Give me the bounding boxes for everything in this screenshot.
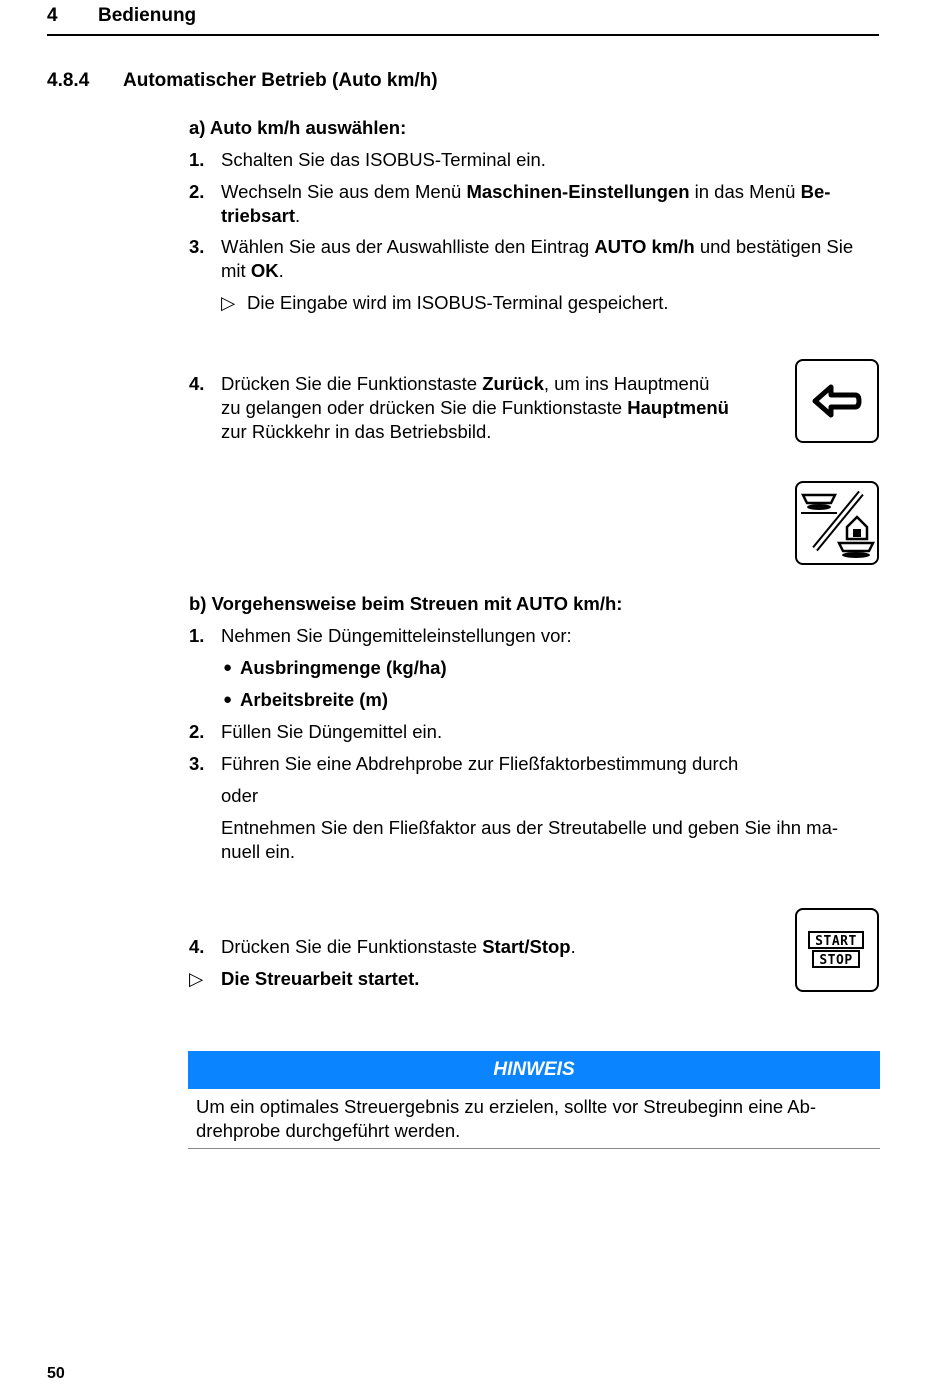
header-rule: [47, 34, 879, 36]
note-rule: [188, 1148, 880, 1149]
main-menu-key: [795, 481, 879, 565]
stop-label: STOP: [819, 953, 853, 968]
step-text: Wechseln Sie aus dem Menü Maschinen-Einstellungen in das Menü Be-: [221, 181, 831, 202]
step-number: 4.: [189, 373, 205, 394]
result-triangle-icon: ▷: [189, 968, 204, 989]
step-text-cont: zu gelangen oder drücken Sie die Funktionstaste Hauptmenü: [221, 397, 729, 418]
section-title: Automatischer Betrieb (Auto km/h): [123, 70, 438, 91]
note-text: Um ein optimales Streuergebnis zu erzielen, sollte vor Streubeginn eine Ab- drehprobe durchgeführt werden.: [196, 1096, 817, 1141]
step-alt-text-cont: nuell ein.: [221, 841, 296, 862]
result-text: Die Eingabe wird im ISOBUS-Terminal gespeichert.: [247, 292, 669, 313]
step-number: 4.: [189, 936, 205, 957]
bullet-icon: ●: [223, 691, 233, 708]
bullet-text: Ausbringmenge (kg/ha): [240, 657, 447, 678]
step-text: Drücken Sie die Funktionstaste Zurück, um ins Hauptmenü: [221, 373, 710, 394]
part-a-heading: a) Auto km/h auswählen:: [189, 117, 407, 138]
step-number: 1.: [189, 149, 205, 170]
start-stop-icon: [797, 910, 876, 989]
step-number: 2.: [189, 721, 205, 742]
step-oder: oder: [221, 785, 259, 806]
step-text-cont: mit OK.: [221, 260, 284, 281]
result-triangle-icon: ▷: [221, 292, 236, 313]
step-number: 1.: [189, 625, 205, 646]
bullet-icon: ●: [223, 659, 233, 676]
section-number: 4.8.4: [47, 70, 90, 91]
back-arrow-icon: [797, 361, 876, 440]
main-menu-icon: [797, 483, 876, 562]
chapter-number: 4: [47, 5, 58, 26]
chapter-title: Bedienung: [98, 5, 197, 26]
step-text: Füllen Sie Düngemittel ein.: [221, 721, 443, 742]
step-number: 3.: [189, 236, 205, 257]
result-text: Die Streuarbeit startet.: [221, 968, 420, 989]
step-text-cont: zur Rückkehr in das Betriebsbild.: [221, 421, 492, 442]
page-number: 50: [47, 1365, 65, 1382]
step-number: 3.: [189, 753, 205, 774]
start-label: START: [815, 934, 857, 949]
start-stop-key: [795, 908, 879, 992]
step-text: Schalten Sie das ISOBUS-Terminal ein.: [221, 149, 546, 170]
note-header: HINWEIS: [188, 1051, 880, 1089]
bullet-text: Arbeitsbreite (m): [240, 689, 389, 710]
step-text: Führen Sie eine Abdrehprobe zur Fließfaktorbestimmung durch: [221, 753, 739, 774]
step-number: 2.: [189, 181, 205, 202]
step-text: Drücken Sie die Funktionstaste Start/Stop.: [221, 936, 576, 957]
part-b-heading: b) Vorgehensweise beim Streuen mit AUTO km/h:: [189, 593, 623, 614]
step-text-cont: triebsart.: [221, 205, 301, 226]
step-text: Nehmen Sie Düngemitteleinstellungen vor:: [221, 625, 572, 646]
back-key: [795, 359, 879, 443]
step-alt-text: Entnehmen Sie den Fließfaktor aus der Streutabelle und geben Sie ihn ma-: [221, 817, 839, 838]
step-text: Wählen Sie aus der Auswahlliste den Eintrag AUTO km/h und bestätigen Sie: [221, 236, 854, 257]
